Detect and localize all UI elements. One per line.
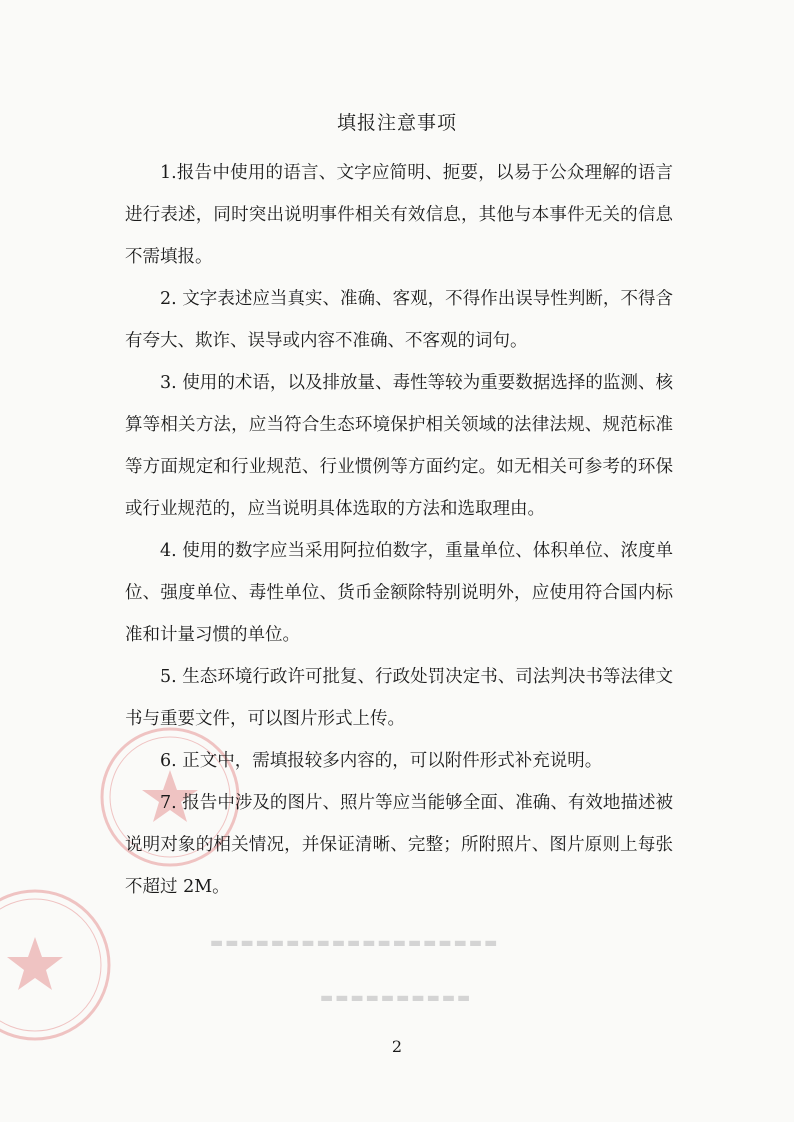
paragraph: 7. 报告中涉及的图片、照片等应当能够全面、准确、有效地描述被说明对象的相关情况，并保证清晰、完整；所附照片、图片原则上每张不超过 2M。 xyxy=(125,793,673,897)
official-seal xyxy=(0,885,115,1045)
paragraph: 4. 使用的数字应当采用阿拉伯数字，重量单位、体积单位、浓度单位、强度单位、毒性单位、货币金额除特别说明外，应使用符合国内标准和计量习惯的单位。 xyxy=(125,541,673,645)
bleed-through-text: ▬▬▬▬▬▬▬▬▬▬▬▬▬▬▬▬▬▬▬ xyxy=(210,935,500,951)
page-number: 2 xyxy=(391,1037,403,1056)
paragraph: 6. 正文中，需填报较多内容的，可以附件形式补充说明。 xyxy=(160,751,603,771)
document-title: 填报注意事项 xyxy=(336,112,457,134)
bleed-through-text: ▬▬▬▬▬▬▬▬▬▬ xyxy=(320,990,473,1006)
paragraph: 3. 使用的术语，以及排放量、毒性等较为重要数据选择的监测、核算等相关方法，应当符合生态环境保护相关领域的法律法规、规范标准等方面规定和行业规范、行业惯例等方面约定。如无相关可参考的环保或行业规范的，应当说明具体选取的方法和选取理由。 xyxy=(125,373,673,519)
paragraph: 5. 生态环境行政许可批复、行政处罚决定书、司法判决书等法律文书与重要文件，可以图片形式上传。 xyxy=(125,667,673,729)
document-body xyxy=(125,152,673,908)
paragraph: 2. 文字表述应当真实、准确、客观，不得作出误导性判断，不得含有夸大、欺诈、误导或内容不准确、不客观的词句。 xyxy=(125,289,673,351)
paragraph: 1.报告中使用的语言、文字应简明、扼要，以易于公众理解的语言进行表述，同时突出说明事件相关有效信息，其他与本事件无关的信息不需填报。 xyxy=(125,163,673,267)
